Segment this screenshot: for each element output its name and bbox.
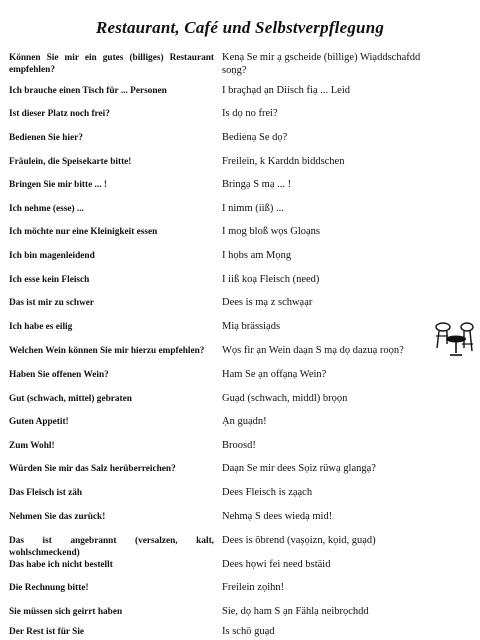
- bavarian-phrase: Ham Se ạn offạnạ Wein?: [222, 369, 327, 380]
- bavarian-phrase: Is dọ no frei?: [222, 108, 278, 119]
- german-phrase: Sie müssen sich geirrt haben: [9, 607, 123, 617]
- german-phrase: Ich esse kein Fleisch: [9, 275, 90, 285]
- bavarian-phrase: Dees is mạ z schwạạr: [222, 297, 313, 308]
- german-phrase: Das ist angebrannt (versalzen, kalt, wohlschmeckend): [9, 536, 214, 558]
- bavarian-phrase: I nimm (iiß) ...: [222, 203, 284, 214]
- bavarian-phrase: Daạn Se mir dees Sọiz rüwạ glangạ?: [222, 463, 376, 474]
- cafe-table-icon: [432, 318, 476, 358]
- bavarian-phrase: Is schö guạd: [222, 626, 275, 637]
- bavarian-phrase: Dees Fleisch is zạạch: [222, 487, 313, 498]
- bavarian-phrase: Sie, dọ ham S ạn Fählạ neibrọchdd: [222, 606, 369, 617]
- german-phrase: Ist dieser Platz noch frei?: [9, 109, 110, 119]
- bavarian-phrase: Broosd!: [222, 440, 256, 451]
- german-phrase: Die Rechnung bitte!: [9, 583, 89, 593]
- german-phrase: Zum Wohl!: [9, 441, 55, 451]
- german-phrase: Haben Sie offenen Wein?: [9, 370, 109, 380]
- bavarian-phrase: Bringạ S mạ ... !: [222, 179, 292, 190]
- german-phrase: Ich habe es eilig: [9, 322, 73, 332]
- german-phrase: Das ist mir zu schwer: [9, 298, 95, 308]
- german-phrase: Fräulein, die Speisekarte bitte!: [9, 157, 132, 167]
- bavarian-phrase: Ạn guạdn!: [222, 416, 267, 427]
- bavarian-phrase: I braçhạd ạn Diisch fiạ ... Leid: [222, 85, 350, 96]
- german-phrase: Guten Appetit!: [9, 417, 69, 427]
- german-phrase: Ich brauche einen Tisch für ... Personen: [9, 86, 167, 96]
- bavarian-phrase: Dees họwi fei need bstäid: [222, 559, 331, 570]
- german-phrase: Können Sie mir ein gutes (billiges) Restaurant empfehlen?: [9, 53, 214, 75]
- german-phrase: Ich bin magenleidend: [9, 251, 95, 261]
- bavarian-phrase: Nehmạ S dees wiedạ mid!: [222, 511, 333, 522]
- bavarian-phrase: Freilein, k Karddn biddschen: [222, 156, 345, 167]
- bavarian-phrase: Wọs fir ạn Wein daạn S mạ dọ dazuạ roọn?: [222, 345, 404, 356]
- bavarian-phrase: Freilein zọihn!: [222, 582, 285, 593]
- german-phrase: Würden Sie mir das Salz herüberreichen?: [9, 464, 176, 474]
- german-phrase: Das habe ich nicht bestellt: [9, 560, 113, 570]
- bavarian-phrase: I họbs am Mọng: [222, 250, 292, 261]
- bavarian-phrase: Kenạ Se mir ạ gscheide (billige) Wiạddschafdd soṇg?: [222, 52, 421, 76]
- german-phrase: Bringen Sie mir bitte ... !: [9, 180, 107, 190]
- german-phrase: Der Rest ist für Sie: [9, 627, 85, 637]
- german-phrase: Ich nehme (esse) ...: [9, 204, 84, 214]
- german-phrase: Das Fleisch ist zäh: [9, 488, 83, 498]
- bavarian-phrase: Bedienạ Se dọ?: [222, 132, 288, 143]
- german-phrase: Nehmen Sie das zurück!: [9, 512, 106, 522]
- german-phrase: Ich möchte nur eine Kleinigkeit essen: [9, 227, 158, 237]
- bavarian-phrase: I iiß koạ Fleisch (need): [222, 274, 320, 285]
- german-phrase: Welchen Wein können Sie mir hierzu empfehlen?: [9, 346, 205, 356]
- german-phrase: Gut (schwach, mittel) gebraten: [9, 394, 132, 404]
- bavarian-phrase: I mog bloß wọs Gloạns: [222, 226, 320, 237]
- german-phrase: Bedienen Sie hier?: [9, 133, 83, 143]
- bavarian-phrase: Guạd (schwach, middl) brọọn: [222, 393, 348, 404]
- bavarian-phrase: Miạ brässiạds: [222, 321, 281, 332]
- bavarian-phrase: Dees is ōbrend (vaṣọizn, kọid, guạd): [222, 535, 376, 546]
- page-title: Restaurant, Café und Selbstverpflegung: [95, 18, 385, 37]
